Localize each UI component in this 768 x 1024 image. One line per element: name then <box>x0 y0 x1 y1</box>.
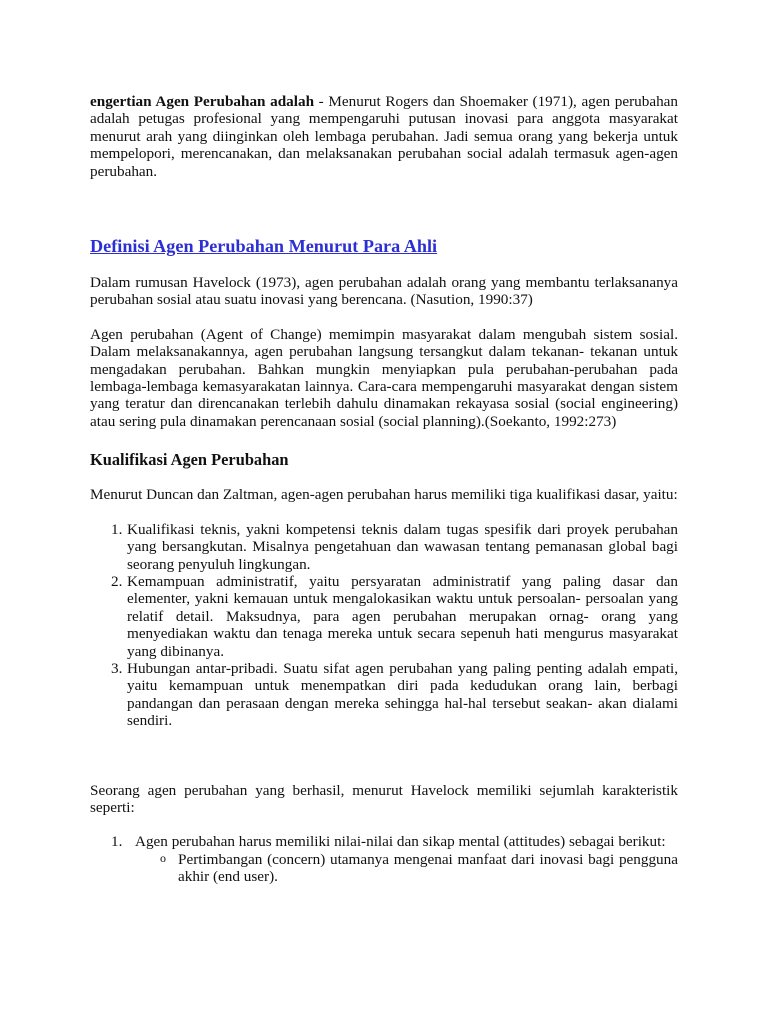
list-item <box>90 573 678 660</box>
intro-lead: engertian Agen Perubahan adalah <box>90 93 315 110</box>
sublist-item-text: Pertimbangan (concern) utamanya mengenai manfaat dari inovasi bagi pengguna akhir (end user). <box>178 850 678 886</box>
list-number: 3. <box>111 659 123 677</box>
karakteristik-intro: Seorang agen perubahan yang berhasil, menurut Havelock memiliki sejumlah karakteristik seperti: <box>90 781 678 816</box>
kualifikasi-intro: Menurut Duncan dan Zaltman, agen-agen perubahan harus memiliki tiga kualifikasi dasar, yaitu: <box>90 486 678 504</box>
definisi-heading-link[interactable]: Definisi Agen Perubahan Menurut Para Ahli <box>90 236 438 257</box>
spacer <box>90 730 678 782</box>
kualifikasi-list <box>90 521 678 730</box>
list-item-text: Kemampuan administratif, yaitu persyaratan administratif yang paling dasar dan elementer, yakni kemauan untuk mengalokasikan waktu untuk persoalan- persoalan yang relatif detail. Maksudnya, para agen perubahan merupakan ornag- orang yang menyediakan waktu dan tenaga mereka untuk secara sepenuh hati mengurus masyarakat yang dibinanya. <box>127 572 678 660</box>
list-item-text: Hubungan antar-pribadi. Suatu sifat agen perubahan yang paling penting adalah empati, yaitu kemampuan untuk menempatkan diri pada kedudukan orang lain, berbagi pandangan dan perasaan dengan mereka sehingga hal-hal tersebut seakan- akan dialami sendiri. <box>127 659 678 730</box>
list-item <box>90 660 678 730</box>
list-number: 2. <box>111 572 123 590</box>
list-item <box>90 521 678 573</box>
definisi-paragraph-2: Agen perubahan (Agent of Change) memimpin masyarakat dalam mengubah sistem sosial. Dalam melaksanakannya, agen perubahan langsung tersangkut dalam tekanan- tekanan untuk mengadakan perubahan. Bahkan mungkin menyiapkan pula perubahan-perubahan pada lembaga-lembaga kemasyarakatan lainnya. Cara-cara mempengaruhi masyarakat dengan sistem yang teratur dan direncanakan terlebih dahulu dinamakan rekayasa sosial (social engineering) atau sering pula dinamakan perencanaan sosial (social planning).(Soekanto, 1992:273) <box>90 325 678 430</box>
karakteristik-list <box>90 833 678 885</box>
intro-paragraph <box>90 93 678 180</box>
list-number: 1. <box>111 520 123 538</box>
karakteristik-sublist <box>135 851 678 886</box>
kualifikasi-heading: Kualifikasi Agen Perubahan <box>90 450 289 470</box>
sublist-item <box>135 851 678 886</box>
intro-text: - Menurut Rogers dan Shoemaker (1971), agen perubahan adalah petugas profesional yang mempengaruhi putusan inovasi para anggota masyarakat menurut arah yang diinginkan oleh lembaga perubahan. Jadi semua orang yang bekerja untuk mempelopori, merencanakan, dan melaksanakan perubahan social adalah termasuk agen-agen perubahan. <box>90 93 679 180</box>
list-item <box>90 833 678 885</box>
list-item-text: Agen perubahan harus memiliki nilai-nilai dan sikap mental (attitudes) sebagai berikut: <box>135 833 666 851</box>
document-page <box>90 93 678 886</box>
definisi-paragraph-1: Dalam rumusan Havelock (1973), agen perubahan adalah orang yang membantu terlaksananya perubahan sosial atau suatu inovasi yang berencana. (Nasution, 1990:37) <box>90 274 678 309</box>
list-item-text: Kualifikasi teknis, yakni kompetensi teknis dalam tugas spesifik dari proyek perubahan yang bersangkutan. Misalnya pengetahuan dan wawasan tentang pemanasan global bagi seorang penyuluh lingkungan. <box>127 520 678 573</box>
list-number: 1. <box>111 833 123 851</box>
circle-bullet-icon: o <box>160 850 166 865</box>
